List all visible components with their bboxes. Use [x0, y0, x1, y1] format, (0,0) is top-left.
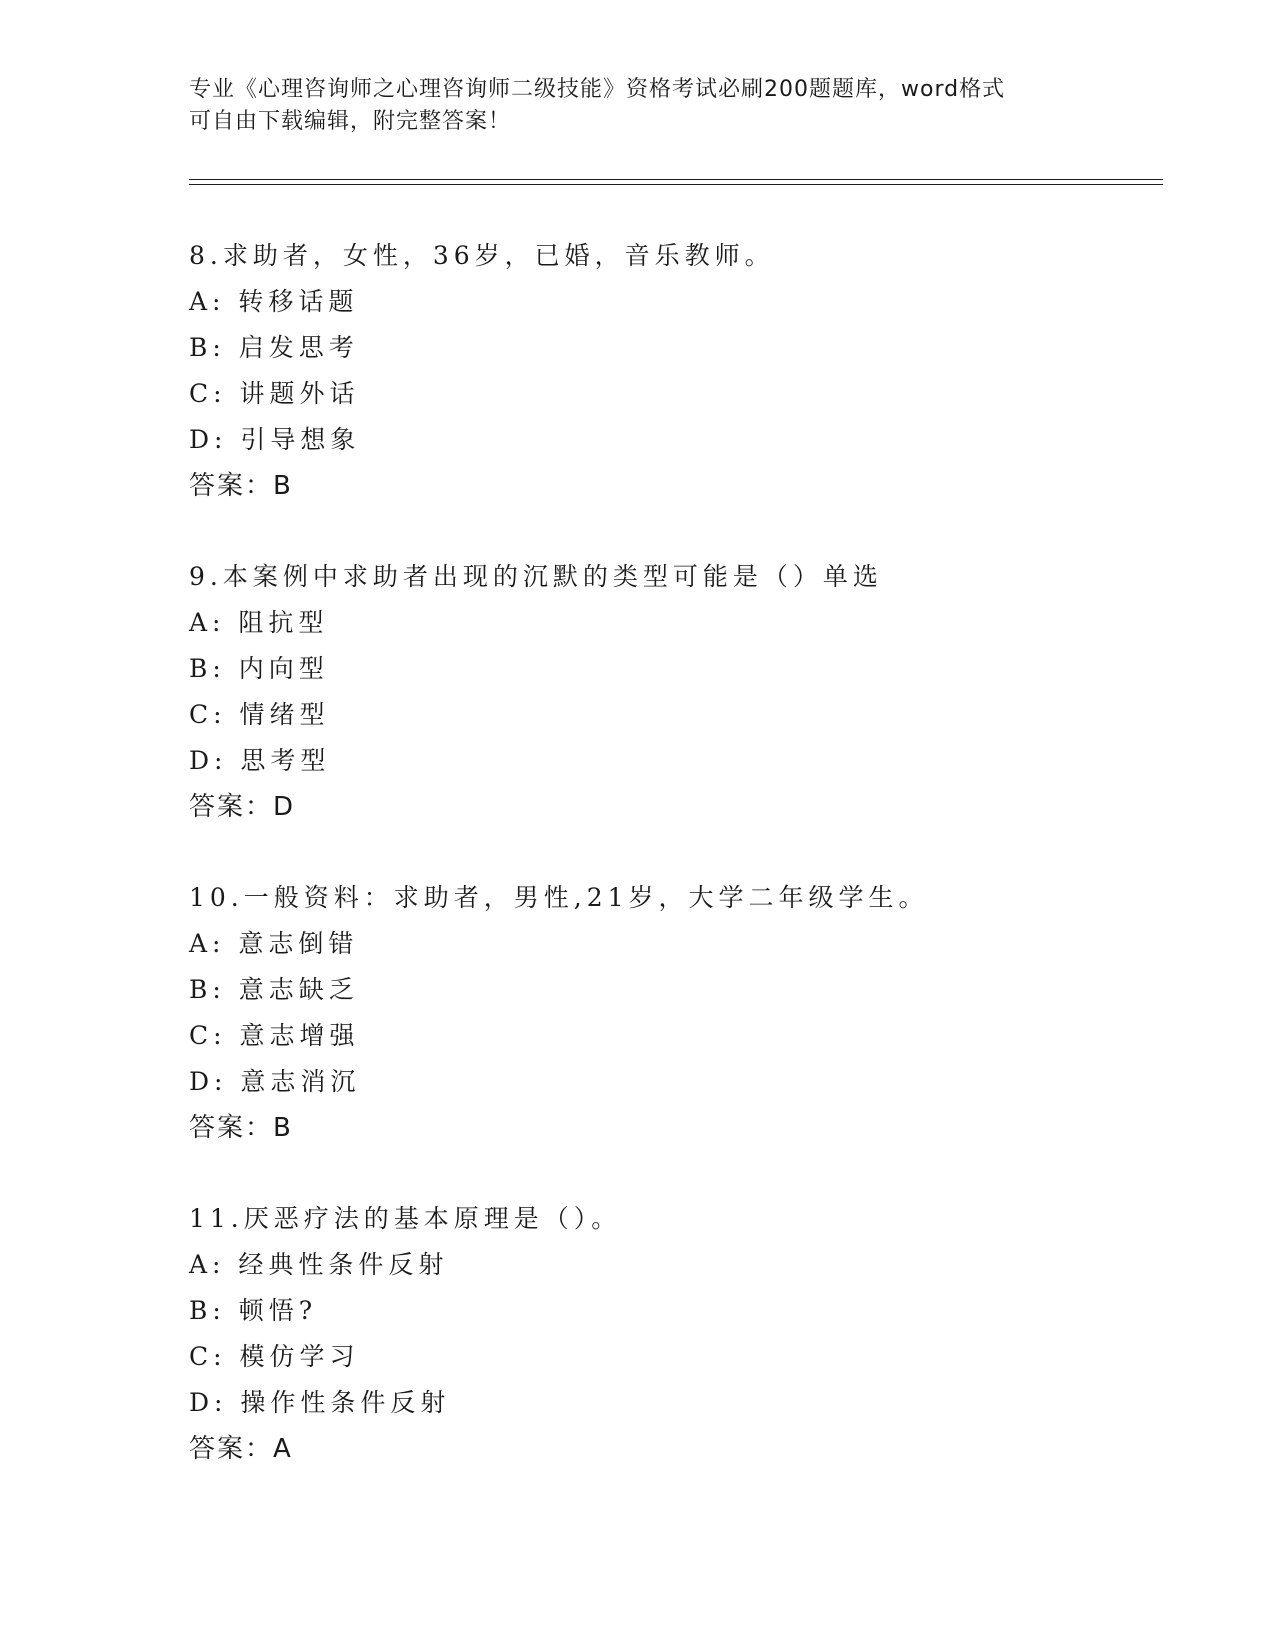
answer-line: 答案：A	[189, 1434, 293, 1464]
option-b: B: 意志缺乏	[189, 975, 359, 1004]
header-divider-top	[189, 179, 1163, 180]
option-c: C: 讲题外话	[189, 379, 360, 408]
answer-line: 答案：D	[189, 792, 296, 822]
option-d: D: 引导想象	[189, 425, 361, 454]
question-stem: 10.一般资料：求助者，男性,21岁，大学二年级学生。	[189, 883, 929, 912]
option-a: A: 意志倒错	[189, 929, 359, 958]
question-item	[189, 875, 1149, 1151]
option-c: C: 情绪型	[189, 700, 330, 729]
question-stem: 8.求助者，女性，36岁，已婚，音乐教师。	[189, 241, 775, 270]
option-b: B: 启发思考	[189, 333, 359, 362]
option-a: A: 阻抗型	[189, 608, 329, 637]
answer-line: 答案：B	[189, 1113, 293, 1143]
option-d: D: 意志消沉	[189, 1067, 361, 1096]
option-a: A: 经典性条件反射	[189, 1250, 449, 1279]
option-a: A: 转移话题	[189, 287, 359, 316]
question-stem: 9.本案例中求助者出现的沉默的类型可能是（）单选	[189, 562, 883, 591]
option-d: D: 操作性条件反射	[189, 1388, 451, 1417]
option-b: B: 顿悟?	[189, 1296, 318, 1325]
header-line-2: 可自由下载编辑，附完整答案！	[189, 109, 512, 134]
question-item	[189, 233, 1149, 509]
question-item	[189, 554, 1149, 830]
header-line-1: 专业《心理咨询师之心理咨询师二级技能》资格考试必刷200题题库，word格式	[189, 77, 1006, 102]
header-divider-bottom	[189, 184, 1163, 185]
question-stem: 11.厌恶疗法的基本原理是（）。	[189, 1204, 622, 1233]
question-item	[189, 1196, 1149, 1472]
option-c: C: 意志增强	[189, 1021, 360, 1050]
option-b: B: 内向型	[189, 654, 329, 683]
answer-line: 答案：B	[189, 471, 293, 501]
document-header	[189, 74, 1089, 138]
option-d: D: 思考型	[189, 746, 331, 775]
option-c: C: 模仿学习	[189, 1342, 360, 1371]
